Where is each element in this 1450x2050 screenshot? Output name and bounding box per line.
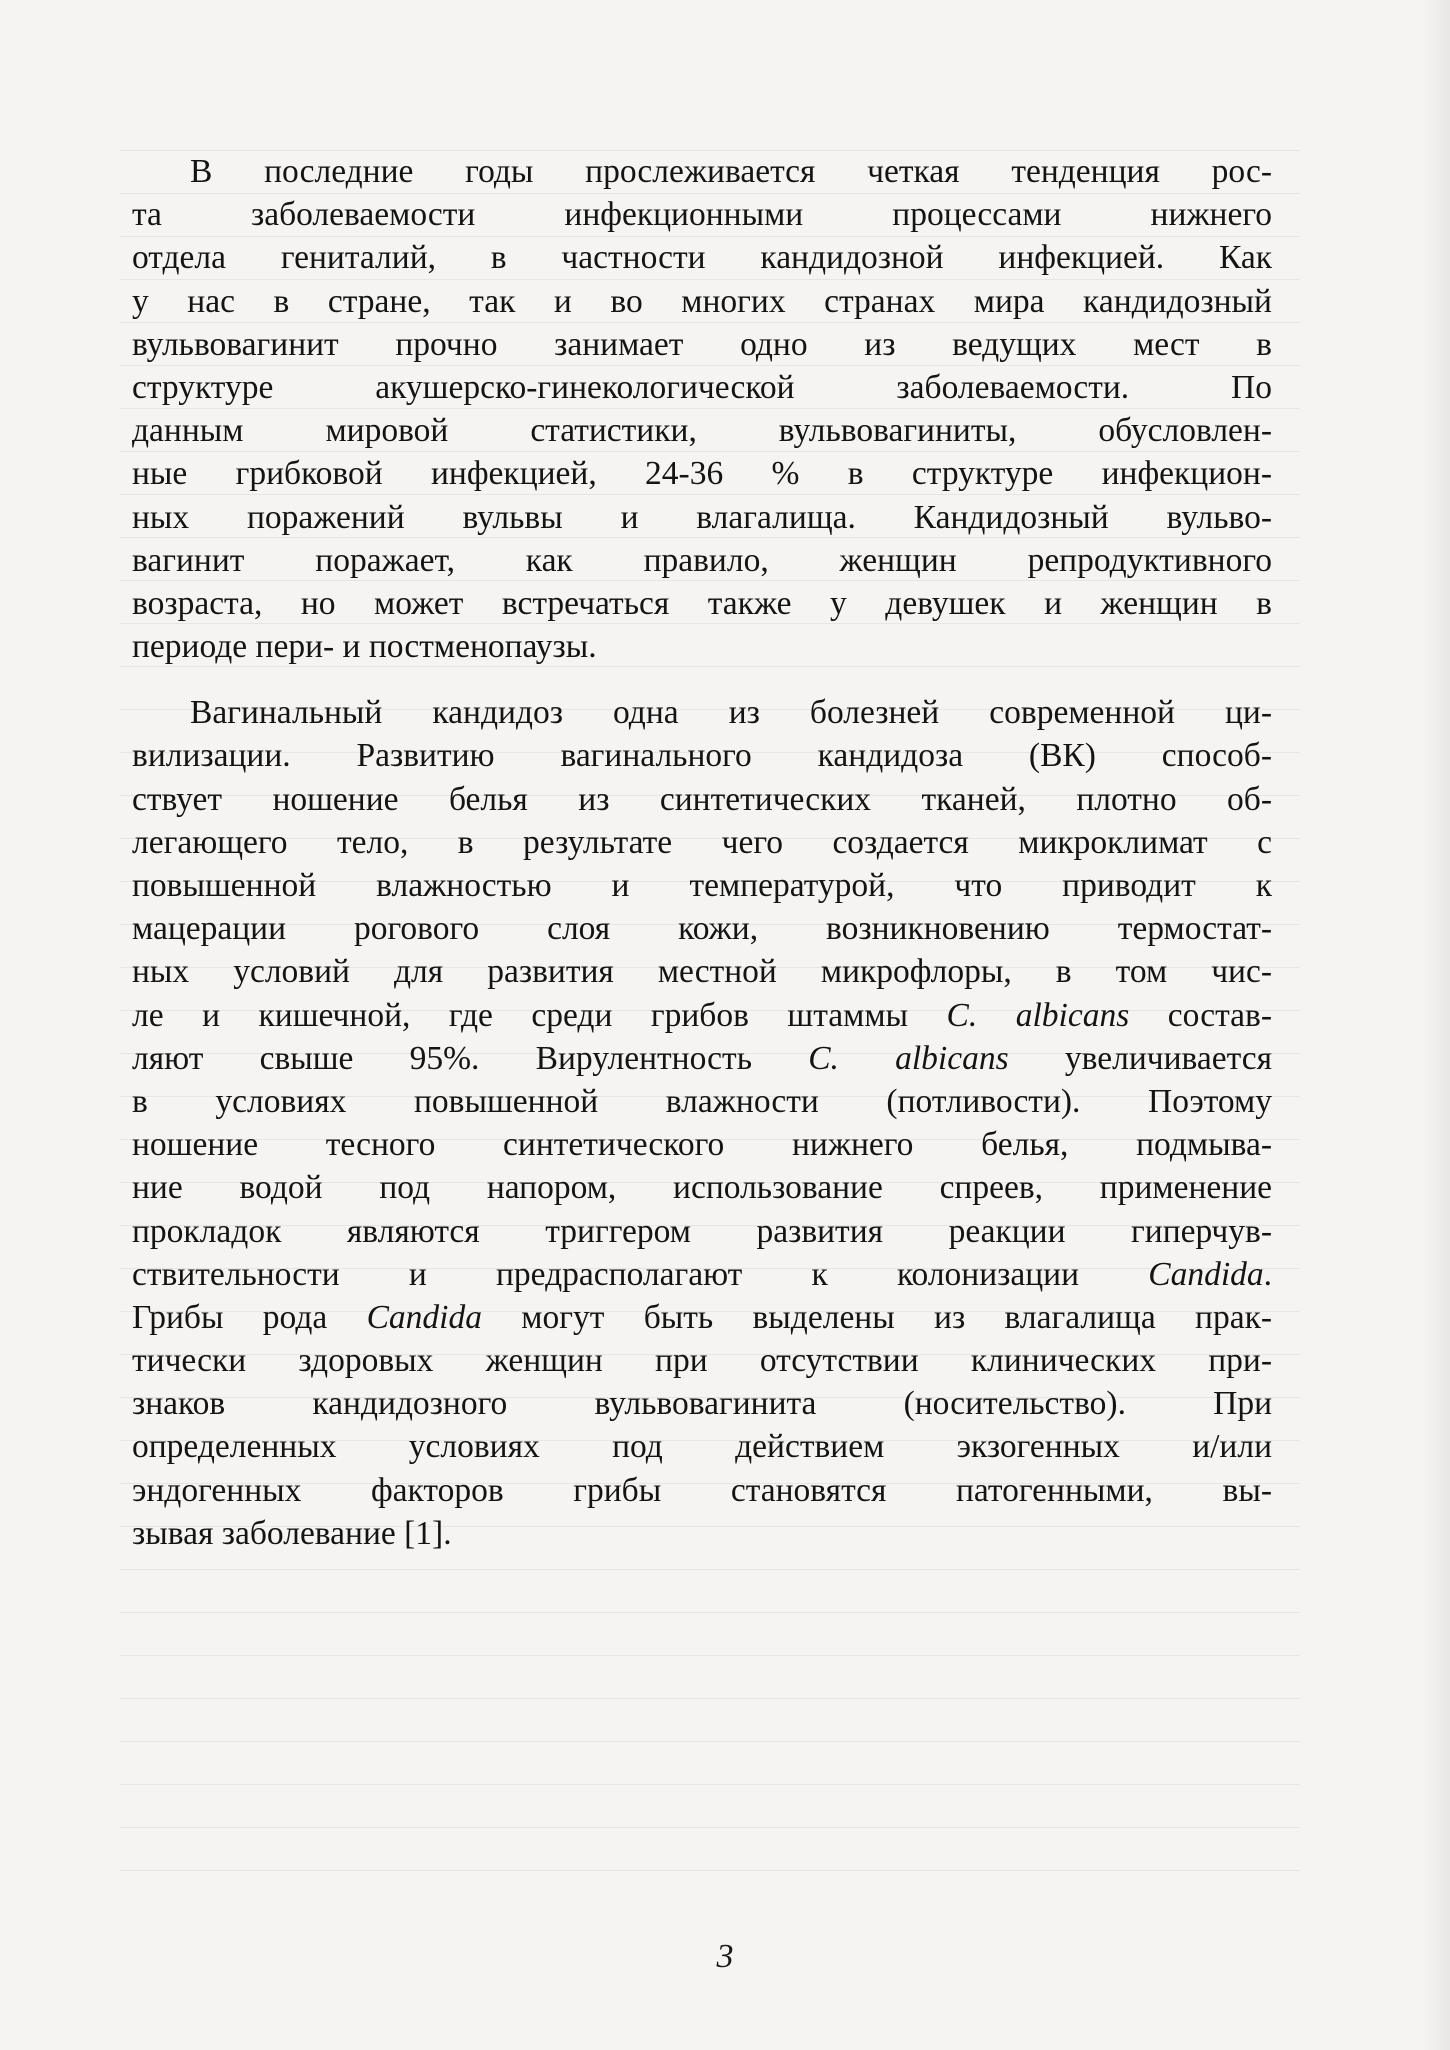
text-line: ле и кишечной, где среди грибов штаммы C. albicans состав-: [132, 996, 1272, 1034]
text-line: данным мировой статистики, вульвовагиниты, обусловлен-: [132, 412, 1272, 450]
text-line: ных поражений вульвы и влагалища. Кандидозный вульво-: [132, 498, 1272, 536]
text-line: Вагинальный кандидоз одна из болезней современной ци-: [190, 694, 1272, 732]
text-line: мацерации рогового слоя кожи, возникновению термостат-: [132, 910, 1272, 948]
text-line: эндогенных факторов грибы становятся патогенными, вы-: [132, 1471, 1272, 1509]
paragraph-2: [132, 691, 1272, 1555]
text-line: вагинит поражает, как правило, женщин репродуктивного: [132, 541, 1272, 579]
text-line: периоде пери- и постменопаузы.: [132, 628, 597, 666]
text-line: ные грибковой инфекцией, 24-36 % в структуре инфекцион-: [132, 455, 1272, 493]
text-line: ляют свыше 95%. Вирулентность C. albicans увеличивается: [132, 1039, 1272, 1077]
text-line: та заболеваемости инфекционными процессами нижнего: [132, 196, 1272, 234]
text-line: определенных условиях под действием экзогенных и/или: [132, 1428, 1272, 1466]
text-line: повышенной влажностью и температурой, что приводит к: [132, 867, 1272, 904]
page-edge-shadow: [1420, 0, 1450, 2050]
paragraph-1: [132, 150, 1272, 668]
text-line: ствительности и предрасполагают к колонизации Candida.: [132, 1255, 1272, 1293]
text-line: ных условий для развития местной микрофлоры, в том чис-: [132, 953, 1272, 991]
text-line: прокладок являются триггером развития реакции гиперчув-: [132, 1212, 1272, 1250]
text-line: возраста, но может встречаться также у девушек и женщин в: [132, 584, 1272, 622]
text-line: у нас в стране, так и во многих странах мира кандидозный: [132, 282, 1272, 320]
page-number: 3: [716, 1938, 734, 1975]
text-line: ствует ношение белья из синтетических тканей, плотно об-: [132, 780, 1272, 818]
text-line: тически здоровых женщин при отсутствии клинических при-: [132, 1342, 1272, 1380]
text-line: структуре акушерско-гинекологической заболеваемости. По: [132, 368, 1272, 406]
text-line: вилизации. Развитию вагинального кандидоза (ВК) способ-: [132, 737, 1272, 775]
text-line: в условиях повышенной влажности (потливости). Поэтому: [132, 1082, 1272, 1120]
text-line: легающего тело, в результате чего создается микроклимат с: [132, 823, 1272, 861]
body-text: [132, 150, 1272, 1555]
text-line: зывая заболевание [1].: [132, 1514, 452, 1552]
text-line: В последние годы прослеживается четкая тенденция рос-: [190, 153, 1272, 190]
text-line: знаков кандидозного вульвовагинита (носительство). При: [132, 1385, 1272, 1423]
text-line: ние водой под напором, использование спреев, применение: [132, 1169, 1272, 1207]
text-line: вульвовагинит прочно занимает одно из ведущих мест в: [132, 325, 1272, 363]
text-line: ношение тесного синтетического нижнего белья, подмыва-: [132, 1126, 1272, 1164]
text-line: Грибы рода Candida могут быть выделены из влагалища прак-: [132, 1298, 1273, 1336]
text-line: отдела гениталий, в частности кандидозной инфекцией. Как: [132, 239, 1272, 277]
